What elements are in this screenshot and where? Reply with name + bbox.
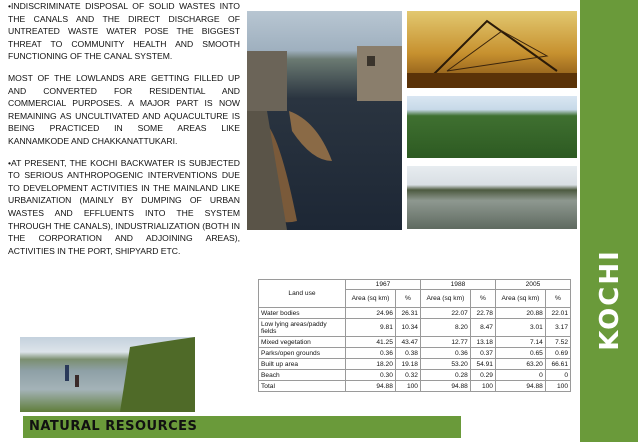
percent-cell: 0.38 [395,348,420,359]
percent-cell: 43.47 [395,337,420,348]
table-row [259,381,571,392]
area-cell: 12.77 [420,337,470,348]
percent-cell: 22.78 [470,308,495,319]
table-row [259,348,571,359]
area-cell: 24.96 [346,308,396,319]
table-row [259,337,571,348]
area-cell: 94.88 [346,381,396,392]
land-use-category: Water bodies [259,308,346,319]
area-cell: 8.20 [420,319,470,337]
area-cell: 3.01 [495,319,545,337]
pct-header: % [470,290,495,308]
percent-cell: 0.32 [395,370,420,381]
area-cell: 53.20 [420,359,470,370]
wetland-fields-photo [407,166,577,229]
land-use-category: Mixed vegetation [259,337,346,348]
area-cell: 41.25 [346,337,396,348]
land-use-category: Total [259,381,346,392]
percent-cell: 13.18 [470,337,495,348]
area-cell: 0 [495,370,545,381]
table-row [259,370,571,381]
table-body [259,308,571,392]
mangrove-forest-photo [407,96,577,158]
percent-cell: 100 [470,381,495,392]
area-cell: 7.14 [495,337,545,348]
paragraph-lowlands: MOST OF THE LOWLANDS ARE GETTING FILLED UP AND CONVERTED FOR RESIDENTIAL AND COMMERCIAL PURPOSES. A MAJOR PART IS NOW REMAINING AS UNCULTIVATED AND AQUACULTURE IS BEING PRACTICED IN SOME AREAS LIKE KANNAMKODE AND CHAKKANATTUKARI. [8,72,240,146]
chinese-fishing-nets-photo [407,11,577,88]
table-row [259,319,571,337]
sidebar-title: KOCHI [595,249,626,351]
percent-cell: 22.01 [545,308,570,319]
percent-cell: 100 [395,381,420,392]
area-header: Area (sq km) [495,290,545,308]
land-use-category: Beach [259,370,346,381]
banner-label: NATURAL RESOURCES [29,419,198,434]
land-use-category: Low lying areas/paddy fields [259,319,346,337]
percent-cell: 100 [545,381,570,392]
area-cell: 22.07 [420,308,470,319]
area-cell: 9.81 [346,319,396,337]
year-header: 2005 [495,280,570,290]
backwater-shore-photo [20,337,195,412]
paragraph-canal-waste: •INDISCRIMINATE DISPOSAL OF SOLID WASTES INTO THE CANALS AND THE DIRECT DISCHARGE OF UNTREATED WASTE WATER POSE THE BIGGEST THREAT TO COMMUNITY HEALTH AND SMOOTH FUNCTIONING OF THE CANAL SYSTEM. [8,1,240,62]
pct-header: % [395,290,420,308]
area-cell: 94.88 [420,381,470,392]
area-cell: 18.20 [346,359,396,370]
year-header: 1967 [346,280,421,290]
area-header: Area (sq km) [420,290,470,308]
area-cell: 0.65 [495,348,545,359]
area-cell: 0.28 [420,370,470,381]
area-header: Area (sq km) [346,290,396,308]
percent-cell: 0 [545,370,570,381]
canal-boats-photo [247,11,402,230]
land-use-table [258,279,571,392]
percent-cell: 26.31 [395,308,420,319]
percent-cell: 0.29 [470,370,495,381]
percent-cell: 54.91 [470,359,495,370]
area-cell: 63.20 [495,359,545,370]
body-text [8,0,240,266]
percent-cell: 8.47 [470,319,495,337]
percent-cell: 0.37 [470,348,495,359]
area-cell: 0.36 [346,348,396,359]
section-banner [23,416,461,438]
year-header: 1988 [420,280,495,290]
land-use-category: Parks/open grounds [259,348,346,359]
percent-cell: 19.18 [395,359,420,370]
percent-cell: 10.34 [395,319,420,337]
paragraph-backwater: •AT PRESENT, THE KOCHI BACKWATER IS SUBJECTED TO SERIOUS ANTHROPOGENIC INTERVENTIONS DUE TO DEVELOPMENT ACTIVITIES IN THE MAINLAND LIKE URBANIZATION (MAINLY BY DUMPING OF URBAN WASTES AND EFFLUENTS INTO THE SYSTEM THROUGH THE CANALS), INDUSTRIALIZATION (BOTH IN THE CORPORATION AND ADJOINING AREAS), ACTIVITIES IN THE PORT, SHIPYARD ETC. [8,157,240,256]
area-cell: 94.88 [495,381,545,392]
table-row [259,359,571,370]
pct-header: % [545,290,570,308]
sidebar-band [580,0,638,442]
area-cell: 20.88 [495,308,545,319]
percent-cell: 0.69 [545,348,570,359]
land-use-header: Land use [259,280,346,308]
percent-cell: 7.52 [545,337,570,348]
area-cell: 0.36 [420,348,470,359]
percent-cell: 3.17 [545,319,570,337]
land-use-category: Built up area [259,359,346,370]
percent-cell: 66.61 [545,359,570,370]
area-cell: 0.30 [346,370,396,381]
table-row [259,308,571,319]
